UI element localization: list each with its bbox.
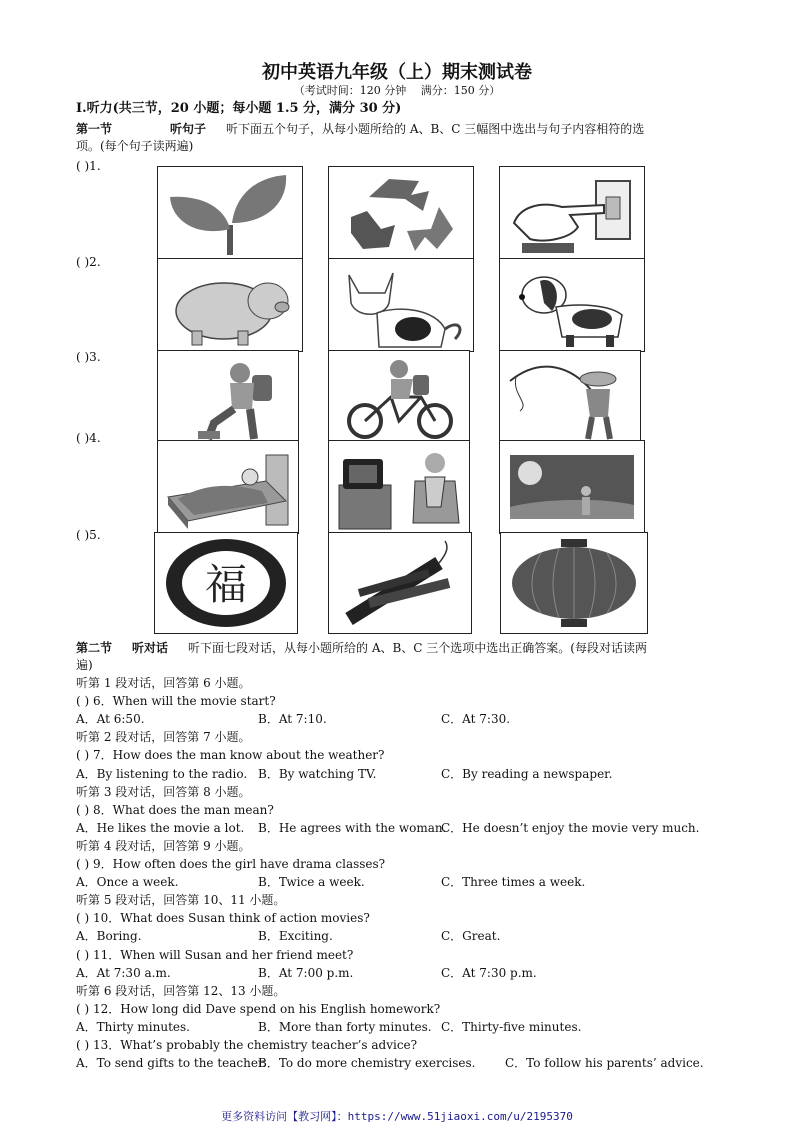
question: ( ) 9．How often does the girl have drama classes? [76, 857, 386, 871]
part2-instruction-cont: 遍) [76, 658, 93, 672]
question: ( ) 12．How long did Dave spend on his English homework? [76, 1002, 441, 1016]
part2-instruction: 听下面七段对话，从每小题所给的 A、B、C 三个选项中选出正确答案。(每段对话读两 [188, 641, 647, 655]
svg-text:福: 福 [204, 560, 248, 609]
cyclist-icon [328, 350, 470, 442]
firecracker-icon [328, 532, 472, 634]
sleeping-icon [157, 440, 299, 534]
part1-name: 听句子 [170, 122, 207, 136]
option-a: A．He likes the movie a lot. [76, 821, 245, 835]
lantern-icon [500, 532, 648, 634]
dialogue-note: 听第 6 段对话，回答第 12、13 小题。 [76, 984, 286, 998]
part2-name: 听对话 [132, 641, 169, 655]
option-b: B．Twice a week. [258, 875, 365, 889]
footer-link[interactable]: 更多资料访问【教习网】：https://www.51jiaoxi.com/u/2195370 [221, 1110, 573, 1123]
option-b: B．He agrees with the woman. [258, 821, 447, 835]
cat-icon [328, 258, 474, 352]
option-c: C．At 7:30 p.m. [441, 966, 537, 980]
dialogue-note: 听第 1 段对话，回答第 6 小题。 [76, 676, 251, 690]
option-c: C．He doesn’t enjoy the movie very much. [441, 821, 700, 835]
moon-night-icon [499, 440, 645, 534]
leaf-icon [157, 166, 303, 260]
option-a: A．Thirty minutes. [76, 1020, 190, 1034]
option-b: B．At 7:10. [258, 712, 327, 726]
option-c: C．Thirty-five minutes. [441, 1020, 582, 1034]
part2-label: 第二节 [76, 641, 113, 655]
question: ( ) 11．When will Susan and her friend meet? [76, 948, 354, 962]
fu-papercut-icon [154, 532, 298, 634]
part1-instruction-cont: 项。(每个句子读两遍) [76, 139, 194, 153]
question: ( ) 6．When will the movie start? [76, 694, 276, 708]
option-b: B．To do more chemistry exercises. [258, 1056, 476, 1070]
fishing-icon [499, 350, 641, 442]
section-heading: Ⅰ.听力(共三节，20 小题；每小题 1.5 分，满分 30 分) [76, 101, 402, 116]
switch-hand-icon [499, 166, 645, 260]
option-a: A．By listening to the radio. [76, 767, 248, 781]
question: ( ) 13．What’s probably the chemistry teacher’s advice? [76, 1038, 418, 1052]
dialogue-note: 听第 5 段对话，回答第 10、11 小题。 [76, 893, 286, 907]
item-1-label: ( )1. [76, 159, 101, 173]
option-c: C．Three times a week. [441, 875, 586, 889]
item-3-label: ( )3. [76, 350, 101, 364]
option-c: C．Great. [441, 929, 501, 943]
pig-icon [157, 258, 303, 352]
part1-label: 第一节 [76, 122, 113, 136]
item-4-label: ( )4. [76, 431, 101, 445]
question: ( ) 7．How does the man know about the weather? [76, 748, 385, 762]
dog-icon [499, 258, 645, 352]
hiker-icon [157, 350, 299, 442]
option-c: C．At 7:30. [441, 712, 511, 726]
option-b: B．Exciting. [258, 929, 333, 943]
option-a: A．At 6:50. [76, 712, 145, 726]
option-a: A．Once a week. [76, 875, 179, 889]
recycle-icon [328, 166, 474, 260]
item-5-label: ( )5. [76, 528, 101, 542]
option-a: A．Boring. [76, 929, 142, 943]
option-a: A．To send gifts to the teacher. [76, 1056, 267, 1070]
option-c: C．To follow his parents’ advice. [505, 1056, 704, 1070]
item-2-label: ( )2. [76, 255, 101, 269]
question: ( ) 8．What does the man mean? [76, 803, 274, 817]
tv-watching-icon [328, 440, 470, 534]
option-c: C．By reading a newspaper. [441, 767, 613, 781]
question: ( ) 10．What does Susan think of action movies? [76, 911, 370, 925]
page-title: 初中英语九年级（上）期末测试卷 [262, 62, 532, 83]
option-b: B．At 7:00 p.m. [258, 966, 354, 980]
option-a: A．At 7:30 a.m. [76, 966, 171, 980]
option-b: B．By watching TV. [258, 767, 377, 781]
option-b: B．More than forty minutes. [258, 1020, 432, 1034]
dialogue-note: 听第 3 段对话，回答第 8 小题。 [76, 785, 251, 799]
exam-info: （考试时间：120 分钟 满分：150 分） [293, 84, 501, 97]
dialogue-note: 听第 4 段对话，回答第 9 小题。 [76, 839, 251, 853]
dialogue-note: 听第 2 段对话，回答第 7 小题。 [76, 730, 251, 744]
part1-instruction: 听下面五个句子，从每小题所给的 A、B、C 三幅图中选出与句子内容相符的选 [226, 122, 645, 136]
